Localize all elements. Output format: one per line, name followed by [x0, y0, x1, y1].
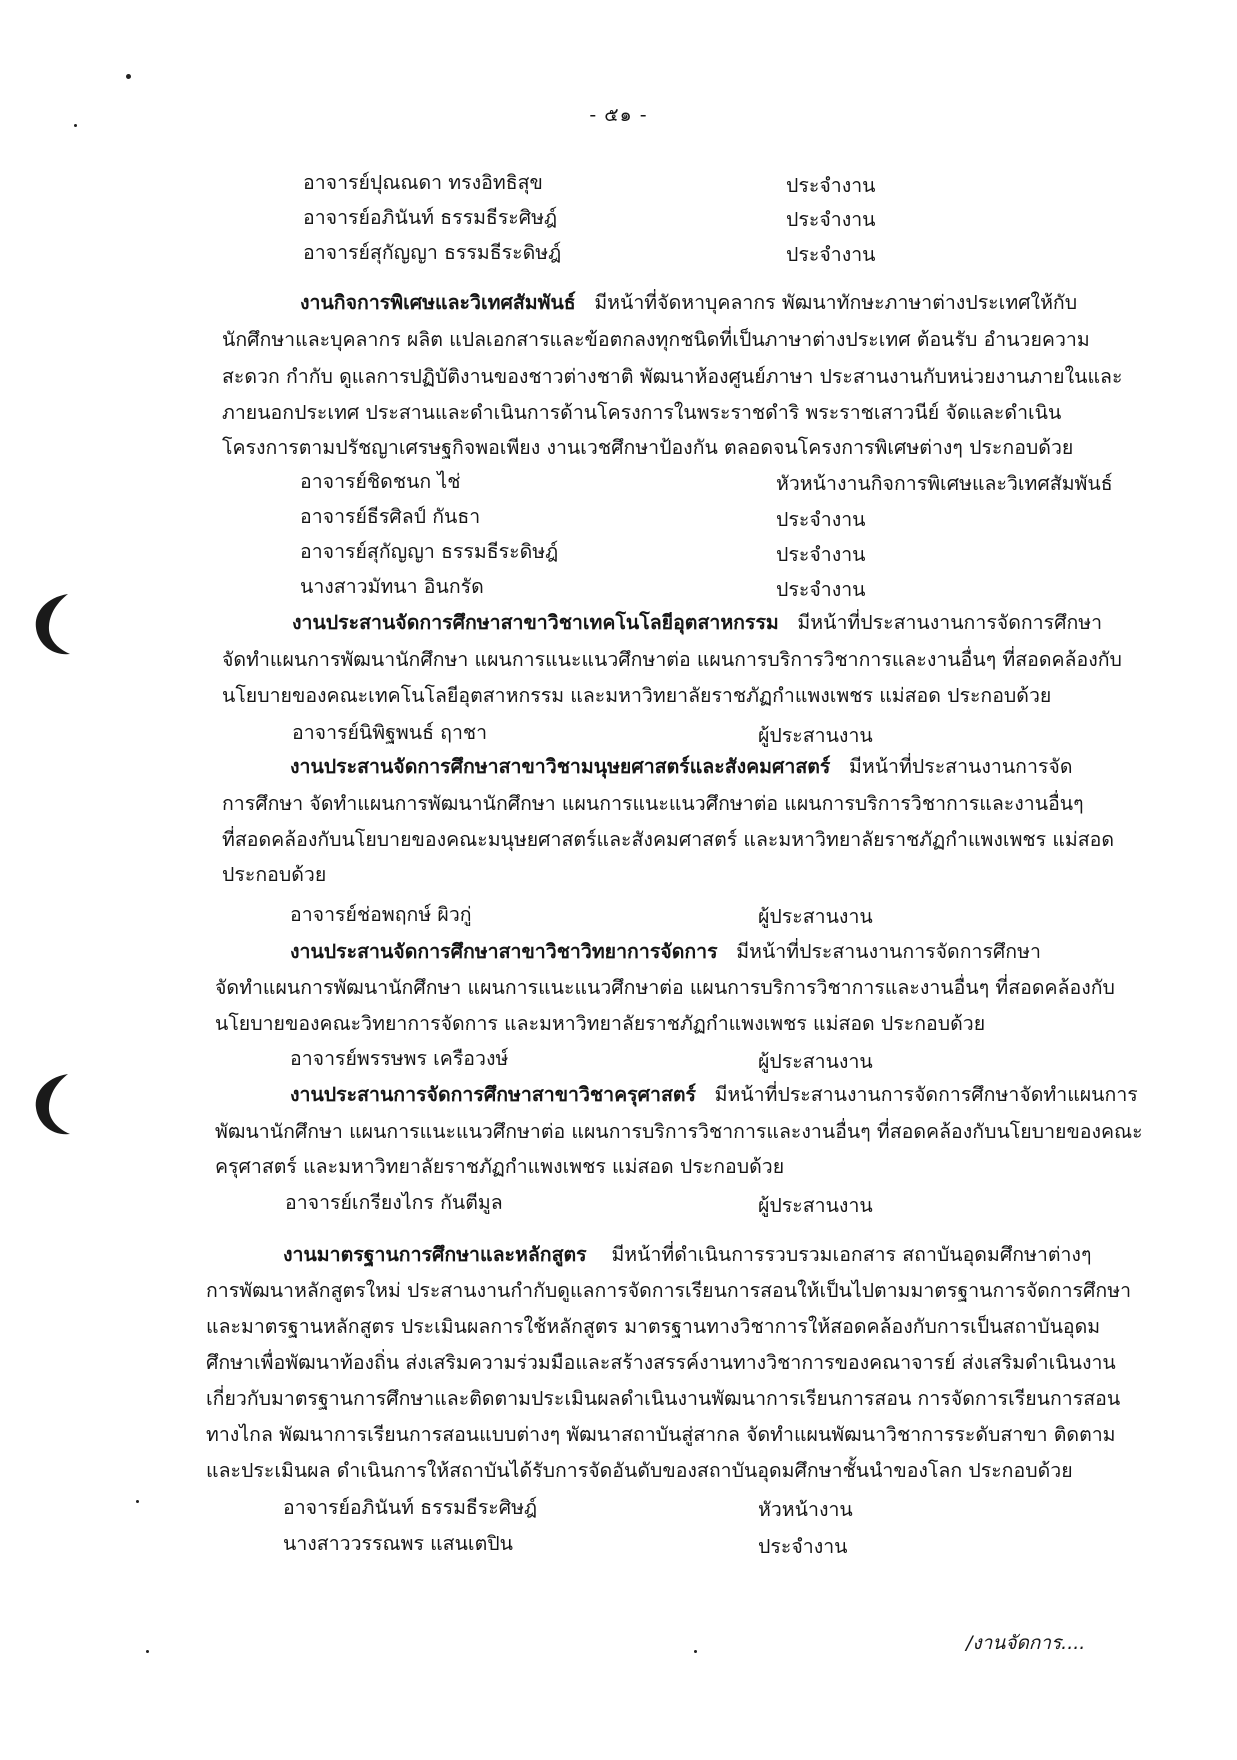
- section-paragraph-first-line: [290, 937, 1041, 967]
- member-role: ประจำงาน: [786, 243, 876, 266]
- section-text-line: จัดทำแผนการพัฒนานักศึกษา แผนการแนะแนวศึกษาต่อ แผนการบริการวิชาการและงานอื่นๆ ที่สอดคล้องกับ: [222, 648, 1122, 671]
- section-heading: งานประสานจัดการศึกษาสาขาวิชามนุษยศาสตร์และสังคมศาสตร์: [290, 755, 831, 778]
- punch-hole-icon: [30, 590, 74, 660]
- member-role: ประจำงาน: [786, 208, 876, 231]
- section-text-line: ครุศาสตร์ และมหาวิทยาลัยราชภัฏกำแพงเพชร แม่สอด ประกอบด้วย: [215, 1155, 785, 1178]
- section-text-line: นักศึกษาและบุคลากร ผลิต แปลเอกสารและข้อตกลงทุกชนิดที่เป็นภาษาต่างประเทศ ต้อนรับ อำนวยความ: [222, 328, 1090, 351]
- scan-speck: [694, 1650, 697, 1653]
- section-heading: งานกิจการพิเศษและวิเทศสัมพันธ์: [300, 291, 576, 314]
- section-text: มีหน้าที่จัดหาบุคลากร พัฒนาทักษะภาษาต่างประเทศให้กับ: [594, 291, 1078, 314]
- section-heading: งานประสานจัดการศึกษาสาขาวิชาเทคโนโลยีอุตสาหกรรม: [292, 611, 779, 634]
- scan-speck: [126, 74, 131, 79]
- member-role: ผู้ประสานงาน: [758, 905, 873, 928]
- section-text-line: นโยบายของคณะวิทยาการจัดการ และมหาวิทยาลัยราชภัฏกำแพงเพชร แม่สอด ประกอบด้วย: [215, 1012, 986, 1035]
- continuation-note: /งานจัดการ....: [966, 1632, 1086, 1654]
- section-paragraph-first-line: [300, 288, 1077, 318]
- section-paragraph-first-line: [283, 1240, 1091, 1270]
- member-name: อาจารย์สุกัญญา ธรรมธีระดิษฎ์: [303, 241, 562, 264]
- section-text-line: และมาตรฐานหลักสูตร ประเมินผลการใช้หลักสูตร มาตรฐานทางวิชาการให้สอดคล้องกับการเป็นสถาบันอุดม: [206, 1315, 1101, 1338]
- member-role: ประจำงาน: [776, 508, 866, 531]
- member-name: อาจารย์นิพิฐพนธ์ ฤาชา: [292, 721, 488, 744]
- section-text-line: ศึกษาเพื่อพัฒนาท้องถิ่น ส่งเสริมความร่วมมือและสร้างสรรค์งานทางวิชาการของคณาจารย์ ส่งเสริมดำเนินงาน: [206, 1351, 1116, 1374]
- member-name: อาจารย์เกรียงไกร กันตีมูล: [285, 1191, 503, 1214]
- section-text: มีหน้าที่ประสานงานการจัด: [849, 755, 1073, 778]
- member-name: อาจารย์ปุณณดา ทรงอิทธิสุข: [303, 171, 543, 194]
- section-text-line: สะดวก กำกับ ดูแลการปฏิบัติงานของชาวต่างชาติ พัฒนาห้องศูนย์ภาษา ประสานงานกับหน่วยงานภายในและ: [222, 365, 1123, 388]
- section-text-line: เกี่ยวกับมาตรฐานการศึกษาและติดตามประเมินผลดำเนินงานพัฒนาการเรียนการสอน การจัดการเรียนการสอน: [206, 1387, 1121, 1410]
- member-role: หัวหน้างานกิจการพิเศษและวิเทศสัมพันธ์: [776, 472, 1113, 495]
- section-text: มีหน้าที่ดำเนินการรวบรวมเอกสาร สถาบันอุดมศึกษาต่างๆ: [611, 1243, 1092, 1266]
- section-text-line: จัดทำแผนการพัฒนานักศึกษา แผนการแนะแนวศึกษาต่อ แผนการบริการวิชาการและงานอื่นๆ ที่สอดคล้องกับ: [215, 976, 1115, 999]
- section-text-line: และประเมินผล ดำเนินการให้สถาบันได้รับการจัดอันดับของสถาบันอุดมศึกษาชั้นนำของโลก ประกอบด้วย: [206, 1459, 1073, 1482]
- section-text-line: ภายนอกประเทศ ประสานและดำเนินการด้านโครงการในพระราชดำริ พระราชเสาวนีย์ จัดและดำเนิน: [222, 401, 1062, 424]
- section-text-line: การพัฒนาหลักสูตรใหม่ ประสานงานกำกับดูแลการจัดการเรียนการสอนให้เป็นไปตามมาตรฐานการจัดการศึกษา: [206, 1279, 1132, 1302]
- member-name: อาจารย์ชิดชนก ไช่: [300, 470, 461, 493]
- page-number: - ๕๑ -: [589, 104, 648, 126]
- member-name: อาจารย์พรรษพร เครือวงษ์: [290, 1047, 509, 1070]
- punch-hole-icon: [30, 1070, 74, 1140]
- member-role: ประจำงาน: [786, 174, 876, 197]
- member-name: อาจารย์สุกัญญา ธรรมธีระดิษฎ์: [300, 540, 559, 563]
- section-heading: งานมาตรฐานการศึกษาและหลักสูตร: [283, 1243, 587, 1266]
- section-paragraph-first-line: [292, 608, 1102, 638]
- member-name: อาจารย์ธีรศิลป์ กันธา: [300, 505, 481, 528]
- section-text-line: ประกอบด้วย: [222, 863, 327, 886]
- scan-speck: [146, 1650, 149, 1653]
- member-role: ผู้ประสานงาน: [758, 1050, 873, 1073]
- section-heading: งานประสานการจัดการศึกษาสาขาวิชาครุศาสตร์: [290, 1083, 696, 1106]
- member-role: หัวหน้างาน: [758, 1498, 853, 1521]
- section-text: มีหน้าที่ประสานงานการจัดการศึกษาจัดทำแผนการ: [714, 1083, 1138, 1106]
- section-heading: งานประสานจัดการศึกษาสาขาวิชาวิทยาการจัดการ: [290, 940, 718, 963]
- member-role: ผู้ประสานงาน: [758, 1194, 873, 1217]
- section-text: มีหน้าที่ประสานงานการจัดการศึกษา: [797, 611, 1103, 634]
- section-paragraph-first-line: [290, 1080, 1138, 1110]
- member-name: อาจารย์อภินันท์ ธรรมธีระศิษฎ์: [283, 1496, 538, 1519]
- member-name: อาจารย์ช่อพฤกษ์ ผิวกู่: [290, 903, 472, 926]
- section-text-line: พัฒนานักศึกษา แผนการแนะแนวศึกษาต่อ แผนการบริการวิชาการและงานอื่นๆ ที่สอดคล้องกับนโยบายของคณะ: [215, 1120, 1143, 1143]
- member-role: ประจำงาน: [776, 543, 866, 566]
- section-paragraph-first-line: [290, 752, 1073, 782]
- scan-speck: [74, 124, 77, 127]
- member-role: ผู้ประสานงาน: [758, 724, 873, 747]
- member-role: ประจำงาน: [776, 578, 866, 601]
- member-role: ประจำงาน: [758, 1535, 848, 1558]
- member-name: อาจารย์อภินันท์ ธรรมธีระศิษฎ์: [303, 206, 558, 229]
- section-text-line: การศึกษา จัดทำแผนการพัฒนานักศึกษา แผนการแนะแนวศึกษาต่อ แผนการบริการวิชาการและงานอื่นๆ: [222, 792, 1084, 815]
- section-text: มีหน้าที่ประสานงานการจัดการศึกษา: [736, 940, 1041, 963]
- section-text-line: โครงการตามปรัชญาเศรษฐกิจพอเพียง งานเวชศึกษาป้องกัน ตลอดจนโครงการพิเศษต่างๆ ประกอบด้วย: [222, 436, 1074, 459]
- section-text-line: นโยบายของคณะเทคโนโลยีอุตสาหกรรม และมหาวิทยาลัยราชภัฏกำแพงเพชร แม่สอด ประกอบด้วย: [222, 684, 1052, 707]
- section-text-line: ที่สอดคล้องกับนโยบายของคณะมนุษยศาสตร์และสังคมศาสตร์ และมหาวิทยาลัยราชภัฏกำแพงเพชร แม่สอด: [222, 828, 1115, 851]
- member-name: นางสาววรรณพร แสนเตปิน: [283, 1532, 513, 1555]
- scan-speck: [136, 1500, 139, 1503]
- section-text-line: ทางไกล พัฒนาการเรียนการสอนแบบต่างๆ พัฒนาสถาบันสู่สากล จัดทำแผนพัฒนาวิชาการระดับสาขา ติดตาม: [206, 1423, 1116, 1446]
- member-name: นางสาวมัทนา อินกรัด: [300, 575, 484, 598]
